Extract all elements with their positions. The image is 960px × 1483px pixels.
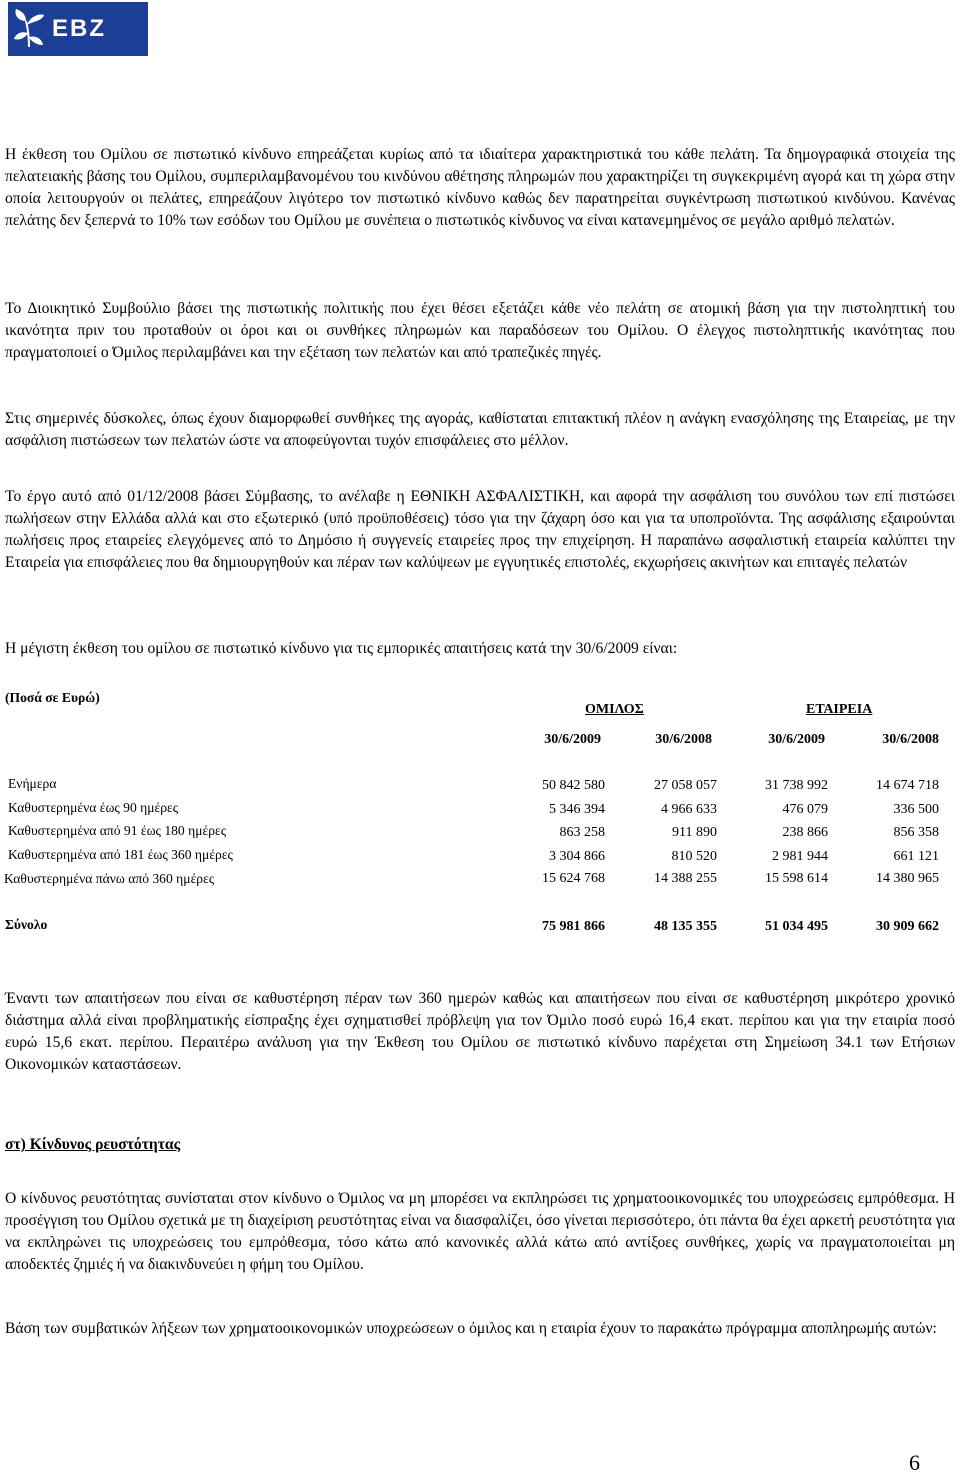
- credit-exposure-paragraph: Η έκθεση του Ομίλου σε πιστωτικό κίνδυνο επηρεάζεται κυρίως από τα ιδιαίτερα χαρακτηριστικά του κάθε πελάτη. Τα δημογραφικά στοιχεία της πελατειακής βάσης του Ομίλου, συμπεριλαμβανομένου του κινδύνου αθέτησης πληρωμών που χαρακτηρίζει τη συγκεκριμένη αγορά και τη χώρα στην οποία λειτουργούν οι πελάτες, επηρεάζουν λιγότερο τον πιστωτικό κίνδυνο καθώς δεν παρατηρείται συγκέντρωση πιστωτικού κινδύνου. Κανένας πελάτης δεν ξεπερνά το 10% των εσόδων του Ομίλου με συνέπεια ο πιστωτικός κίνδυνος να είναι κατανεμημένος σε μεγάλο αριθμό πελατών.: [5, 146, 955, 229]
- logo-text: EBZ: [52, 15, 106, 42]
- table-cell: 661 121: [893, 849, 939, 864]
- total-cell: 51 034 495: [765, 919, 828, 934]
- row-label: Ενήμερα: [8, 776, 57, 791]
- insurance-contract-paragraph: Το έργο αυτό από 01/12/2008 βάσει Σύμβασης, το ανέλαβε η ΕΘΝΙΚΗ ΑΣΦΑΛΙΣΤΙΚΗ, και αφορά την ασφάλιση του συνόλου των επί πιστώσει πωλήσεων στην Ελλάδα αλλά και στο εξωτερικό (υπό προϋποθέσεις) τόσο για την ζάχαρη όσο και για τα υποπροϊόντα. Της ασφάλισης εξαιρούνται πωλήσεις προς εταιρείες ελεγχόμενες από το Δημόσιο ή συγγενείς εταιρείες προς την επιχείρηση. Η παραπάνω ασφαλιστική εταιρεία καλύπτει την Εταιρεία για επισφάλειες που θα δημιουργηθούν και πέραν των καλύψεων με εγγυητικές επιστολές, εκχωρήσεις ακινήτων και επιταγές πελατών: [5, 488, 955, 571]
- table-cell: 27 058 057: [654, 778, 717, 793]
- table-cell: 14 388 255: [654, 871, 717, 886]
- table-cell: 238 866: [782, 825, 828, 840]
- page-number: 6: [909, 1450, 920, 1475]
- row-label: Καθυστερημένα από 181 έως 360 ημέρες: [8, 847, 233, 862]
- total-cell: 30 909 662: [876, 919, 939, 934]
- provision-paragraph: Έναντι των απαιτήσεων που είναι σε καθυστέρηση πέραν των 360 ημερών καθώς και απαιτήσεων που είναι σε καθυστέρηση μικρότερο χρονικό διάστημα αλλά είναι προβληματικής είσπραξης έχει σχηματισθεί πρόβλεψη για τον Όμιλο ποσό ευρώ 16,4 εκατ. περίπου και για την εταιρία ποσό ευρώ 15,6 εκατ. περίπου. Περαιτέρω ανάλυση για την Έκθεση του Ομίλου σε πιστωτικό κίνδυνο παρέχεται στη Σημείωση 34.1 των Ετήσιων Οικονομικών καταστάσεων.: [5, 990, 955, 1073]
- total-label: Σύνολο: [5, 917, 48, 932]
- max-exposure-intro: Η μέγιστη έκθεση του ομίλου σε πιστωτικό κίνδυνο για τις εμπορικές απαιτήσεις κατά την 30/6/2009 είναι:: [5, 640, 678, 657]
- date-header: 30/6/2008: [882, 732, 939, 747]
- table-cell: 863 258: [559, 825, 605, 840]
- date-header: 30/6/2008: [655, 732, 712, 747]
- table-cell: 31 738 992: [765, 778, 828, 793]
- row-label: Καθυστερημένα από 91 έως 180 ημέρες: [8, 823, 227, 838]
- table-cell: 4 966 633: [661, 802, 717, 817]
- market-conditions-paragraph: Στις σημερινές δύσκολες, όπως έχουν διαμορφωθεί συνθήκες της αγοράς, καθίσταται επιτακτική πλέον η ανάγκη ενασχόλησης της Εταιρείας, με την ασφάλιση πιστώσεων των πελατών ώστε να αποφεύγονται τυχόν επισφάλειες στο μέλλον.: [5, 410, 955, 449]
- leaf-logo-icon: [12, 7, 46, 51]
- table-unit-label: (Ποσά σε Ευρώ): [5, 690, 100, 705]
- company-logo: [8, 2, 148, 56]
- table-cell: 476 079: [782, 802, 828, 817]
- table-cell: 2 981 944: [772, 849, 828, 864]
- row-label: Καθυστερημένα πάνω από 360 ημέρες: [4, 871, 215, 886]
- liquidity-risk-heading: στ) Κίνδυνος ρευστότητας: [5, 1136, 181, 1153]
- table-cell: 50 842 580: [542, 778, 605, 793]
- company-header: ΕΤΑΙΡΕΙΑ: [806, 702, 873, 717]
- total-cell: 48 135 355: [654, 919, 717, 934]
- table-cell: 810 520: [671, 849, 717, 864]
- group-header: ΟΜΙΛΟΣ: [585, 702, 644, 717]
- repayment-schedule-intro: Βάση των συμβατικών λήξεων των χρηματοοικονομικών υποχρεώσεων ο όμιλος και η εταιρία έχουν το παρακάτω πρόγραμμα αποπληρωμής αυτών:: [5, 1320, 937, 1337]
- table-cell: 5 346 394: [549, 802, 605, 817]
- liquidity-risk-paragraph: Ο κίνδυνος ρευστότητας συνίσταται στον κίνδυνο ο Όμιλος να μη μπορέσει να εκπληρώσει τις χρηματοοικονομικές του υποχρεώσεις εμπρόθεσμα. Η προσέγγιση του Ομίλου σχετικά με τη διαχείριση ρευστότητας είναι να διασφαλίζει, όσο γίνεται περισσότερο, ότι πάντα θα έχει αρκετή ρευστότητα για να εκπληρώνει τις υποχρεώσεις του εμπρόθεσμα, τόσο κάτω από κανονικές αλλά κάτω από αντίξοες συνθήκες, χωρίς να πραγματοποιείται μη αποδεκτές ζημιές ή να διακινδυνεύει η φήμη του Ομίλου.: [5, 1190, 955, 1273]
- table-cell: 3 304 866: [549, 849, 605, 864]
- date-header: 30/6/2009: [544, 732, 601, 747]
- table-cell: 15 598 614: [765, 871, 828, 886]
- table-cell: 14 674 718: [876, 778, 939, 793]
- total-cell: 75 981 866: [542, 919, 605, 934]
- table-cell: 911 890: [672, 825, 717, 840]
- date-header: 30/6/2009: [768, 732, 825, 747]
- table-cell: 856 358: [893, 825, 939, 840]
- row-label: Καθυστερημένα έως 90 ημέρες: [8, 800, 179, 815]
- table-cell: 336 500: [893, 802, 939, 817]
- table-cell: 15 624 768: [542, 871, 605, 886]
- board-policy-paragraph: Το Διοικητικό Συμβούλιο βάσει της πιστωτικής πολιτικής που έχει θέσει εξετάζει κάθε νέο πελάτη σε ατομική βάση για την πιστοληπτική του ικανότητα πριν του προταθούν οι όροι και οι συνθήκες πληρωμών και παραδόσεων του Ομίλου. Ο έλεγχος πιστοληπτικής ικανότητας που πραγματοποιεί ο Όμιλος περιλαμβάνει και την εξέταση των πελατών και από τραπεζικές πηγές.: [5, 300, 955, 361]
- table-cell: 14 380 965: [876, 871, 939, 886]
